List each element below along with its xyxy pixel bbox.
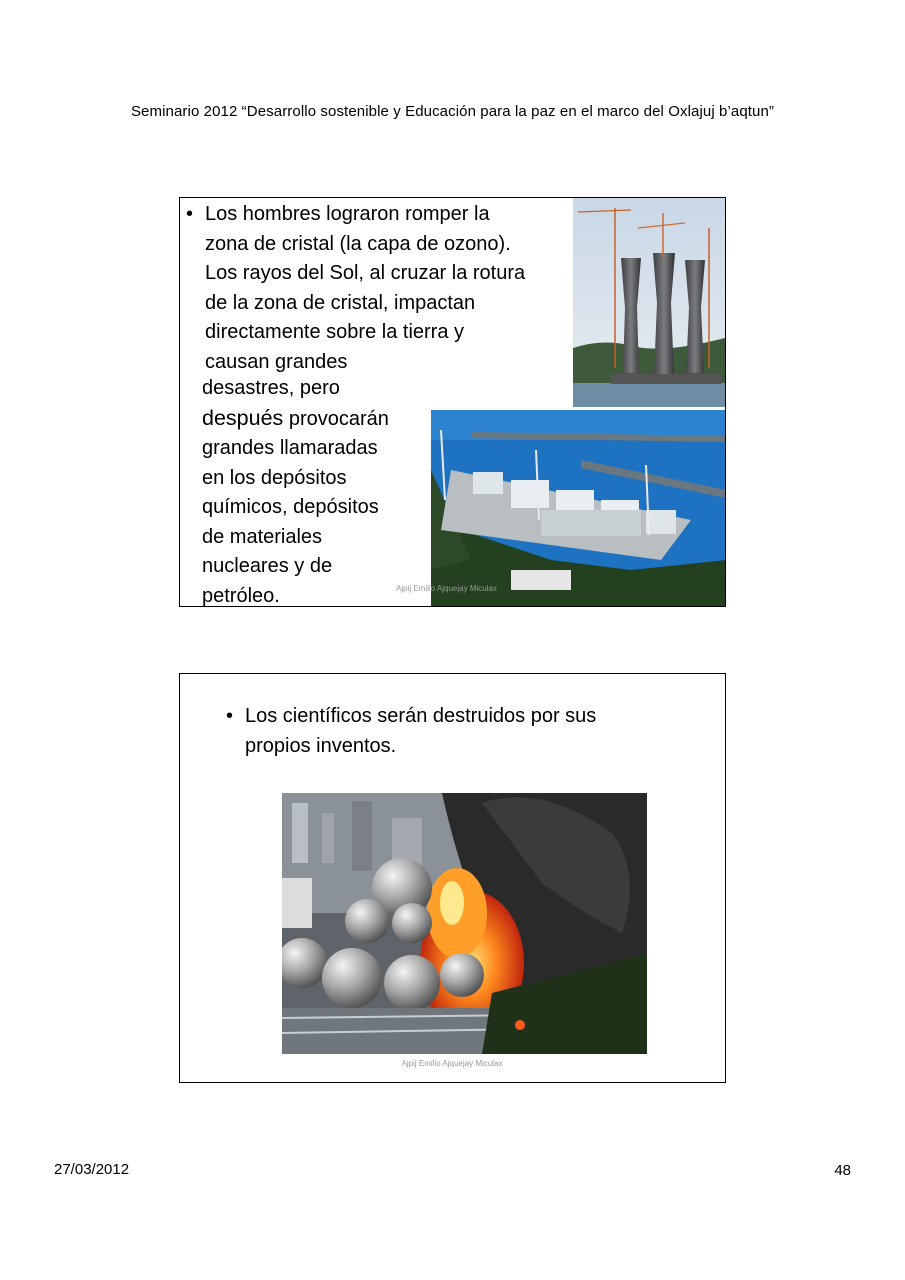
- text-line: en los depósitos: [202, 466, 347, 489]
- text-line: [202, 404, 442, 435]
- text-line: petróleo.: [202, 584, 280, 607]
- text-line: directamente sobre la tierra y: [205, 321, 465, 343]
- text-line: Los científicos serán destruidos por sus: [245, 705, 597, 727]
- nuclear-plant-photo: [431, 410, 726, 606]
- text-fragment: provocarán: [283, 407, 389, 430]
- text-line: zona de cristal (la capa de ozono).: [205, 232, 511, 255]
- watermark: Ajpij Emilio Ajquejay Miculax: [401, 1059, 503, 1068]
- footer-date: 27/03/2012: [54, 1161, 130, 1178]
- text-line: Los hombres lograron romper la: [205, 203, 490, 225]
- bullet-icon: •: [186, 203, 194, 225]
- document-header: Seminario 2012 “Desarrollo sostenible y Educación para la paz en el marco del Oxlajuj b’aqtun”: [130, 103, 775, 120]
- text-line: químicos, depósitos: [202, 496, 379, 518]
- refinery-fire-photo: [282, 793, 647, 1054]
- text-emphasis: después: [202, 405, 284, 430]
- text-line: de materiales: [202, 525, 323, 548]
- text-line: Los rayos del Sol, al cruzar la rotura: [205, 262, 526, 284]
- bullet-icon: •: [226, 705, 234, 727]
- slide-2-text: [226, 702, 656, 761]
- text-line: de la zona de cristal, impactan: [205, 291, 476, 314]
- slide-1-text-top: [186, 200, 574, 377]
- text-line: nucleares y de: [202, 555, 333, 577]
- watermark: Ajpij Emilio Ajquejay Miculax: [396, 584, 497, 593]
- text-line: desastres, pero: [202, 377, 340, 399]
- page-number: 48: [834, 1162, 851, 1179]
- slide-1-text-bottom: [202, 374, 442, 607]
- text-line: causan grandes: [205, 350, 348, 373]
- text-line: grandes llamaradas: [202, 437, 378, 459]
- slide-2: [179, 673, 726, 1083]
- cooling-towers-photo: [573, 198, 725, 407]
- text-line: propios inventos.: [245, 734, 397, 757]
- slide-1: [179, 197, 726, 607]
